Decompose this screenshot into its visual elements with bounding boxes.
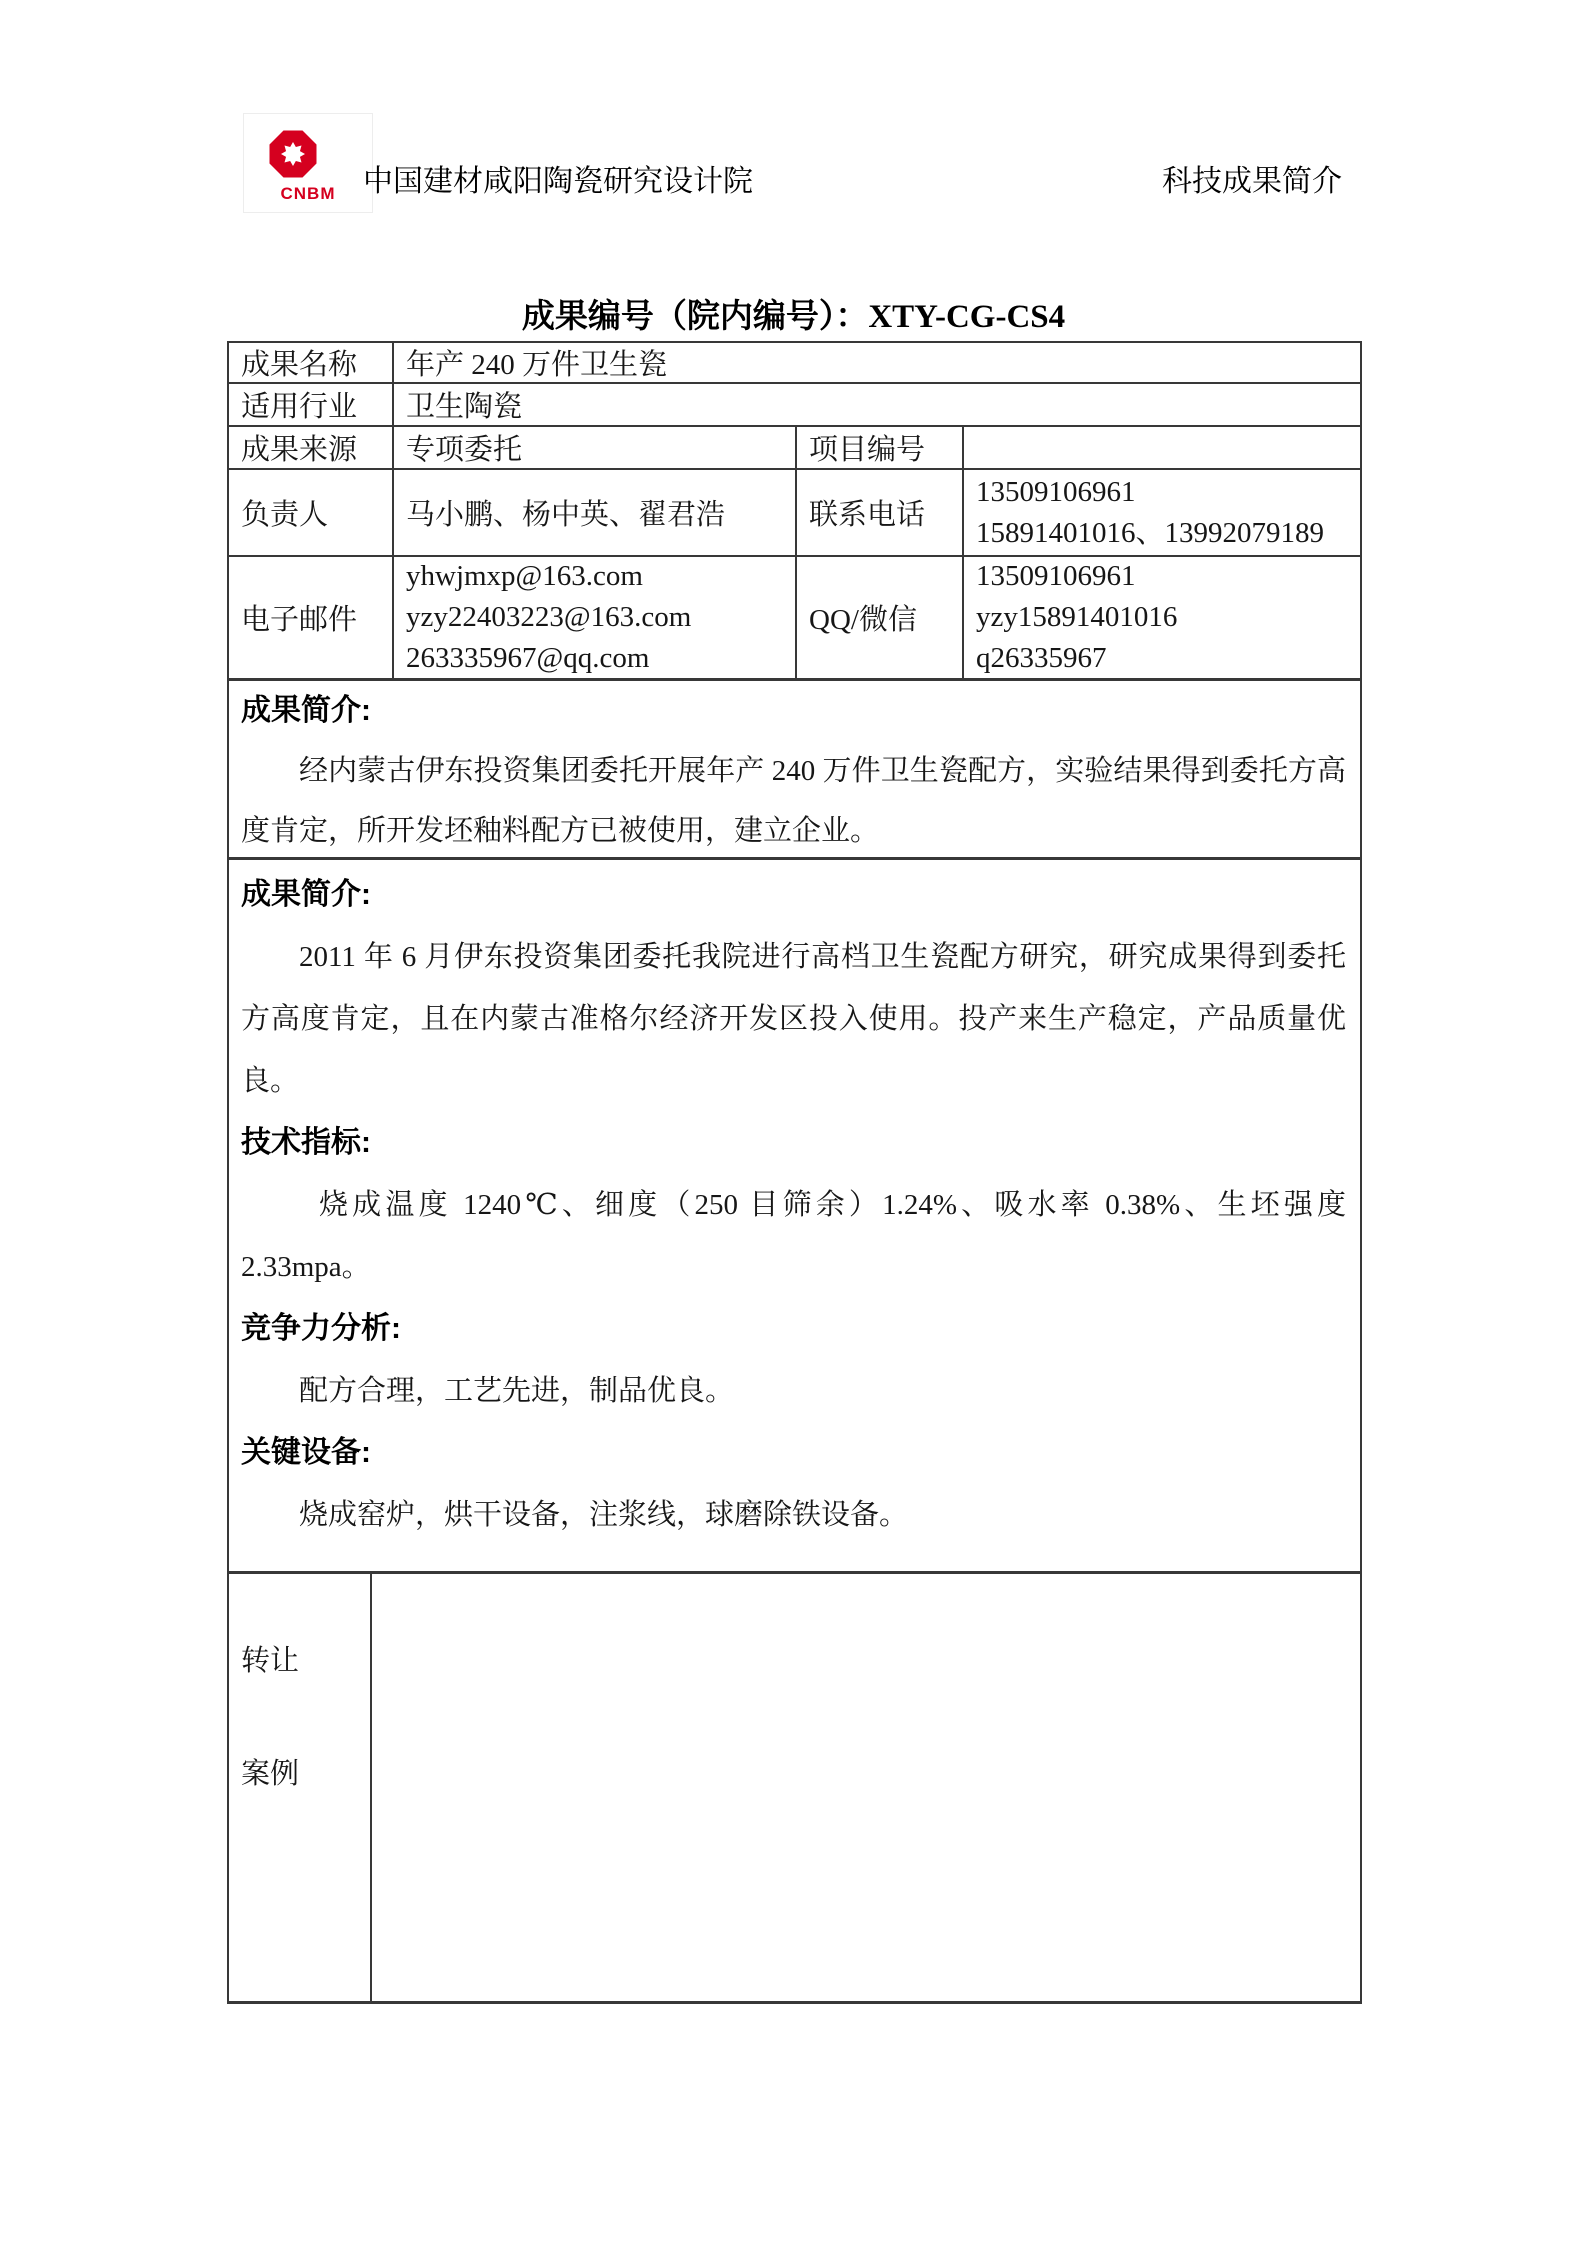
competitive-analysis-heading: 竞争力分析: [241, 1312, 401, 1345]
table-row-transfer-case [229, 1571, 1360, 2001]
transfer-case-label [229, 1574, 372, 2001]
email-line: 263335967@qq.com [406, 642, 650, 674]
industry-label: 适用行业 [229, 384, 394, 425]
transfer-case-content [372, 1574, 1360, 2001]
source-label: 成果来源 [229, 427, 394, 468]
phone-label: 联系电话 [795, 470, 964, 555]
qq-wechat-line: yzy15891401016 [976, 601, 1178, 633]
table-row-leader [229, 468, 1360, 555]
email-line: yhwjmxp@163.com [406, 560, 643, 592]
transfer-label-line: 案例 [241, 1758, 300, 1790]
table-row-email [229, 555, 1360, 678]
email-value [394, 557, 795, 678]
section-details [229, 857, 1360, 1571]
doc-type-label: 科技成果简介 [1162, 165, 1342, 198]
company-name: 中国建材咸阳陶瓷研究设计院 [363, 165, 753, 198]
summary-1-body: 经内蒙古伊东投资集团委托开展年产 240 万件卫生瓷配方，实验结果得到委托方高度肯定，所开发坯釉料配方已被使用，建立企业。 [241, 755, 1346, 847]
leader-value: 马小鹏、杨中英、翟君浩 [406, 499, 726, 531]
email-line: yzy22403223@163.com [406, 601, 692, 633]
phone-value [964, 470, 1360, 555]
project-number-value [964, 427, 1360, 468]
table-row-source [229, 425, 1360, 468]
qq-wechat-line: 13509106961 [976, 560, 1136, 592]
tech-indicators-body: 烧成温度 1240℃、细度（250 目筛余）1.24%、吸水率 0.38%、生坯强度 2.33mpa。 [241, 1189, 1346, 1283]
leader-label: 负责人 [229, 470, 394, 555]
key-equipment-heading: 关键设备: [241, 1436, 371, 1469]
table-row-result-name [229, 343, 1360, 382]
summary-2-heading: 成果简介: [241, 878, 371, 911]
email-label: 电子邮件 [229, 557, 394, 678]
cnbm-logo [243, 113, 373, 213]
summary-1-heading: 成果简介: [241, 694, 371, 727]
page-title: 成果编号（院内编号）：XTY-CG-CS4 [521, 299, 1066, 335]
competitive-analysis-body: 配方合理，工艺先进，制品优良。 [299, 1375, 735, 1407]
summary-2-body: 2011 年 6 月伊东投资集团委托我院进行高档卫生瓷配方研究，研究成果得到委托方高度肯定，且在内蒙古准格尔经济开发区投入使用。投产来生产稳定，产品质量优良。 [241, 941, 1346, 1097]
key-equipment-body: 烧成窑炉，烘干设备，注浆线，球磨除铁设备。 [299, 1499, 909, 1531]
qq-wechat-line: q26335967 [976, 642, 1107, 674]
source-value: 专项委托 [406, 434, 523, 466]
info-table [227, 341, 1362, 2004]
table-row-industry [229, 382, 1360, 425]
result-name-value: 年产 240 万件卫生瓷 [406, 349, 668, 381]
tech-indicators-heading: 技术指标: [241, 1126, 371, 1159]
industry-value: 卫生陶瓷 [406, 391, 523, 423]
cnbm-logo-label: CNBM [280, 184, 336, 203]
qq-wechat-label: QQ/微信 [795, 557, 964, 678]
qq-wechat-value [964, 557, 1360, 678]
section-summary-1 [229, 678, 1360, 857]
project-number-label: 项目编号 [795, 427, 964, 468]
result-name-label: 成果名称 [229, 343, 394, 382]
phone-line: 13509106961 [976, 475, 1136, 508]
transfer-label-line: 转让 [241, 1645, 300, 1677]
cnbm-octagon-star-icon [268, 127, 318, 181]
phone-line: 15891401016、13992079189 [976, 516, 1325, 549]
